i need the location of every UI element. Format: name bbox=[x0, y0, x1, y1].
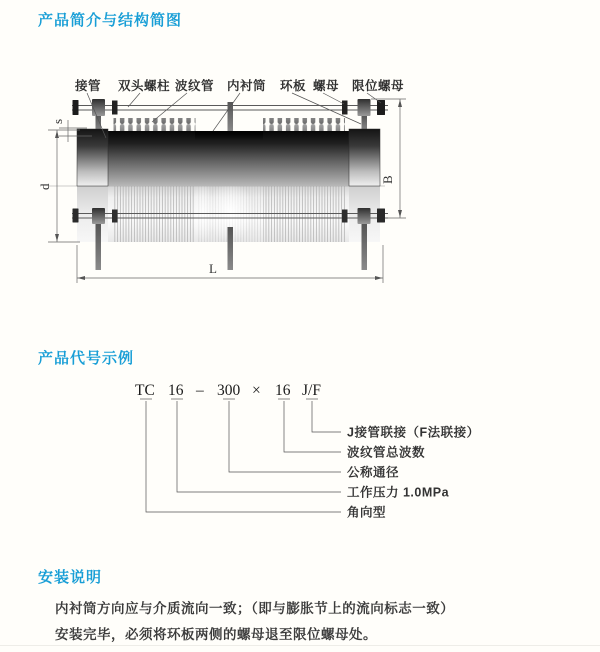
annotation-nominal-diameter: 公称通径 bbox=[347, 465, 400, 480]
label-inner-liner: 内衬筒 bbox=[227, 79, 267, 93]
annotation-working-pressure: 工作压力 1.0MPa bbox=[347, 485, 450, 500]
install-line: 内衬筒方向应与介质流向一致；（即与膨胀节上的流向标志一致） bbox=[55, 601, 455, 616]
label-nut: 螺母 bbox=[313, 79, 340, 93]
code-callout-lines bbox=[140, 399, 341, 512]
section-title-intro: 产品简介与结构简图 bbox=[38, 12, 183, 29]
section-title-code: 产品代号示例 bbox=[38, 350, 135, 367]
annotation-wave-count: 波纹管总波数 bbox=[347, 445, 426, 460]
label-limit-nut: 限位螺母 bbox=[352, 79, 405, 93]
dim-d-text: d bbox=[37, 183, 52, 190]
install-instructions bbox=[55, 596, 515, 647]
dim-B-text: B bbox=[380, 175, 395, 184]
structure-diagram bbox=[35, 72, 420, 300]
dim-s-text: s bbox=[50, 118, 65, 124]
code-part-connection: J/F bbox=[302, 382, 321, 399]
install-line: 安装完毕，必须将环板两侧的螺母退至限位螺母处。 bbox=[55, 626, 377, 642]
page-bottom-rule bbox=[0, 645, 600, 646]
code-separator-times: × bbox=[252, 382, 261, 399]
section-title-install: 安装说明 bbox=[38, 569, 103, 586]
code-annotations bbox=[347, 425, 480, 520]
code-separator-dash: – bbox=[196, 382, 204, 399]
label-bellows: 波纹管 bbox=[175, 79, 215, 93]
label-connecting-pipe: 接管 bbox=[75, 79, 102, 93]
product-code bbox=[135, 382, 321, 399]
code-part-diameter: 300 bbox=[217, 382, 241, 399]
code-part-type: TC bbox=[135, 382, 155, 399]
joint-body bbox=[77, 129, 380, 186]
dim-L-text: L bbox=[209, 261, 217, 276]
annotation-angular-type: 角向型 bbox=[347, 505, 387, 520]
label-ring-plate: 环板 bbox=[280, 79, 307, 93]
product-code-diagram bbox=[35, 378, 580, 543]
annotation-connection: J接管联接（F法联接） bbox=[347, 425, 480, 440]
label-double-end-stud: 双头螺柱 bbox=[118, 79, 171, 93]
code-part-waves: 16 bbox=[275, 382, 291, 399]
code-part-pressure: 16 bbox=[168, 382, 184, 399]
